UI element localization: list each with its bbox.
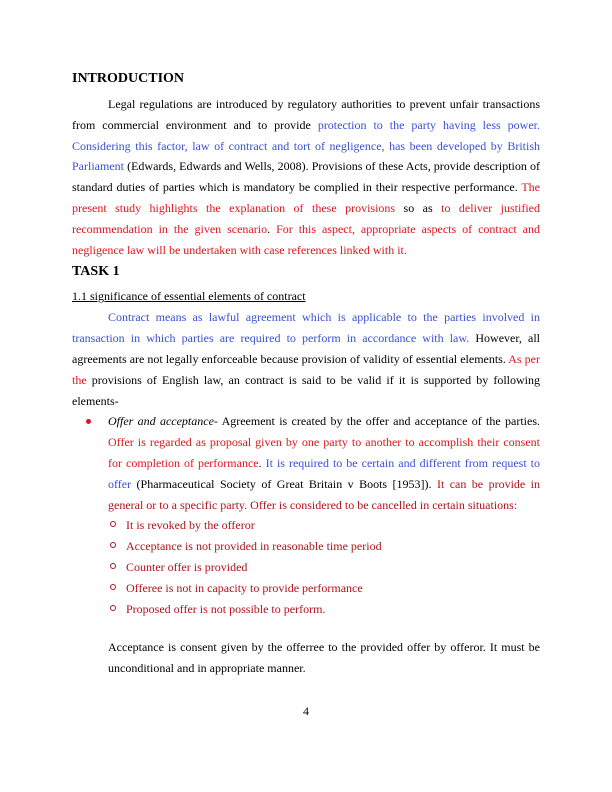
situation-text: Acceptance is not provided in reasonable time period	[126, 539, 382, 554]
situation-text: Offeree is not in capacity to provide performance	[126, 580, 363, 595]
offer-text-5: (Pharmaceutical Society of Great Britain v Boots [1953]).	[131, 476, 437, 491]
offer-term: Offer and acceptance-	[108, 414, 218, 429]
elements-list	[72, 411, 540, 619]
list-item	[126, 515, 540, 536]
intro-text-4: The present study highlights the explanation of these provisions	[72, 180, 540, 215]
offer-text-3: .	[258, 455, 266, 470]
page-number: 4	[303, 704, 309, 718]
offer-paragraph	[108, 411, 540, 515]
list-item	[126, 557, 540, 578]
acceptance-paragraph: Acceptance is consent given by the offerree to the provided offer by offeror. It must be unconditional and in appropriate manner.	[108, 640, 540, 676]
cancellation-situations-list	[108, 515, 540, 619]
list-item	[126, 536, 540, 557]
offer-text-4: It is required to be certain and different from request to offer	[108, 455, 541, 491]
contract-text-3: As per the	[72, 351, 540, 387]
contract-paragraph	[72, 307, 540, 411]
bullet-dot	[86, 419, 91, 424]
introduction-paragraph	[72, 94, 540, 260]
intro-text-7: .	[267, 221, 277, 236]
intro-text-2: protection to the party having less power. Considering this factor, law of contract and tort of negligence, has been developed by British Parliament	[72, 117, 540, 174]
circle-bullet	[110, 542, 116, 548]
list-item	[126, 599, 540, 620]
section-1-1-heading: 1.1 significance of essential elements of contract	[72, 289, 306, 304]
circle-bullet	[110, 563, 116, 569]
intro-text-8: For this aspect, appropriate aspects of contract and negligence law will be undertaken with case references linked with it.	[72, 221, 540, 257]
circle-bullet	[110, 521, 116, 527]
contract-text-1: Contract means as lawful agreement which is applicable to the parties involved in transaction in which parties are required to perform in accordance with law.	[72, 310, 540, 346]
task-1-heading: TASK 1	[72, 264, 120, 280]
offer-text-1: Agreement is created by the offer and acceptance of the parties.	[217, 414, 540, 429]
offer-text-2: Offer is regarded as proposal given by one party to another to accomplish their consent for completion of performance	[108, 435, 540, 470]
offer-text-6: It can be provide in general or to a specific party. Offer is considered to be cancelled in certain situations:	[108, 476, 540, 512]
document-page	[72, 70, 540, 679]
situation-text: It is revoked by the offeror	[126, 518, 255, 533]
intro-text-1: Legal regulations are introduced by regulatory authorities to prevent unfair transactions from commercial environment and to provide	[72, 97, 540, 132]
list-item-offer-acceptance	[72, 411, 540, 619]
intro-text-6: to deliver justified recommendation in the given scenario	[72, 200, 540, 236]
contract-text-2: However, all agreements are not legally enforceable because provision of validity of essential elements.	[72, 331, 540, 366]
circle-bullet	[110, 584, 116, 590]
introduction-heading: INTRODUCTION	[72, 71, 185, 86]
contract-text-4: provisions of English law, an contract is said to be valid if it is supported by following elements-	[72, 372, 540, 408]
intro-text-3: (Edwards, Edwards and Wells, 2008). Provisions of these Acts, provide description of standard duties of parties which is mandatory be complied in their respective performance.	[72, 159, 540, 195]
situation-text: Proposed offer is not possible to perform.	[126, 601, 326, 616]
intro-text-5: so as	[395, 200, 442, 215]
circle-bullet	[110, 605, 116, 611]
list-item	[126, 578, 540, 599]
situation-text: Counter offer is provided	[126, 559, 248, 574]
